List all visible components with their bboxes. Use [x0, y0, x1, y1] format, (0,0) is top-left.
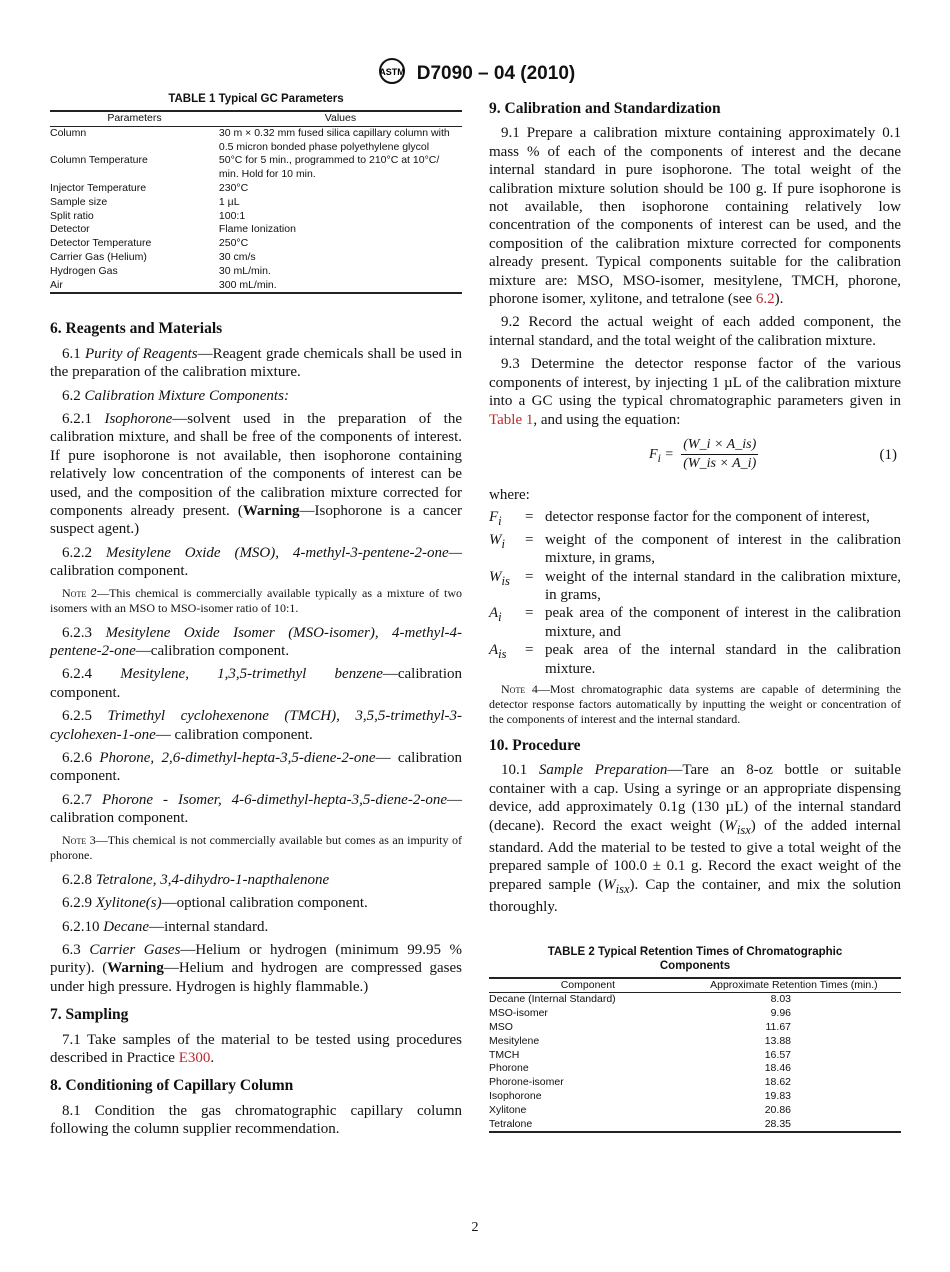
- paragraph: [489, 124, 901, 308]
- definition-text: detector response factor for the component of interest,: [545, 509, 870, 526]
- table-row: [50, 223, 462, 237]
- text-run: Sample Preparation: [538, 762, 668, 779]
- text-run: Trimethyl cyclohexenone (TMCH), 3,5,5-trimethyl-3-cyclohexen-1-one: [50, 708, 462, 743]
- table2-title: TABLE 2 Typical Retention Times of Chromatographic Components: [547, 945, 843, 972]
- table-cell: 19.83: [764, 1090, 791, 1102]
- definition-text: weight of the internal standard in the calibration mixture, in grams,: [545, 568, 901, 603]
- text-run: 9.1 Prepare a calibration mixture containing approximately 0.1 mass % of each of the components of interest and the decane internal standard in pure isophorone. The total weight of the calibration mixture solution should be 100 g. If pure isophorone is not available, then isophorone containing relatively low concentration of the components of interest can be used, and the composition of the calibration mixture corrected for components already present. Typical components suitable for the calibration mixture are: MSO, MSO-isomer, mesitylene, TMCH, phorone, phorone isomer, xylitone, and tetralone (see: [489, 125, 901, 308]
- paragraph: [50, 749, 462, 786]
- section-heading: [50, 320, 462, 338]
- table-cell: 11.67: [765, 1021, 791, 1034]
- text-run: —Reagent grade chemicals shall be used in the preparation of the calibration mixture.: [50, 345, 462, 381]
- text-run: Isophorone: [104, 410, 173, 427]
- table-row: [50, 251, 462, 265]
- text-run: 6.2: [62, 387, 85, 404]
- text-run: 6.2.6: [62, 750, 100, 767]
- text-run: Phorone - Isomer, 4-6-dimethyl-hepta-3,5-diene-2-one: [101, 791, 447, 808]
- text-run: —This chemical is commercially available typically as a mixture of two isomers with an MSO to MSO-isomer ratio of 10:1.: [50, 585, 462, 615]
- paragraph: [50, 941, 462, 996]
- text-run: 8. Conditioning of Capillary Column: [50, 1077, 294, 1095]
- table-cell: Split ratio: [50, 209, 94, 222]
- paragraph: [50, 791, 462, 828]
- table-cell: Mesitylene: [489, 1034, 540, 1047]
- text-run: 6.1: [62, 345, 85, 362]
- text-run: 6.2.1: [62, 410, 105, 427]
- table-row: [50, 182, 462, 196]
- text-run: Mesitylene Oxide Isomer (MSO-isomer), 4-methyl-4-pentene-2-one: [50, 624, 462, 660]
- table-cell: 30 m × 0.32 mm fused silica capillary column with 0.5 micron bonded phase polyethylene glycol: [218, 126, 450, 153]
- definitions-list: [489, 508, 901, 678]
- paragraph: [489, 355, 901, 429]
- text-run: 6. Reagents and Materials: [50, 320, 223, 338]
- table-cell: Isophorone: [489, 1090, 542, 1102]
- note: [50, 833, 462, 863]
- text-run: Mesitylene, 1,3,5-trimethyl benzene: [120, 666, 383, 683]
- table-cell: 9.96: [770, 1007, 791, 1020]
- text-run: W: [724, 817, 737, 834]
- table-row: [489, 1076, 901, 1090]
- equals-sign: =: [525, 509, 534, 526]
- cross-reference-link[interactable]: E300: [178, 1049, 211, 1066]
- table-cell: 1 µL: [218, 195, 240, 208]
- table-cell: Sample size: [50, 195, 108, 208]
- table2-header: Approximate Retention Times (min.): [687, 978, 901, 993]
- paragraph: [50, 410, 462, 539]
- text-run: 6.2.9: [62, 895, 96, 912]
- table-cell: Carrier Gas (Helium): [50, 250, 147, 263]
- text-run: —internal standard.: [149, 918, 269, 935]
- table-cell: 30 cm/s: [218, 250, 256, 263]
- table-cell: Tetralone: [489, 1117, 533, 1130]
- variable-symbol: A: [489, 642, 499, 659]
- text-run: 6.2.7: [62, 791, 102, 808]
- paragraph: [50, 894, 462, 912]
- table-cell: 100:1: [218, 209, 246, 222]
- astm-logo-icon: [375, 58, 409, 84]
- variable-subscript: is: [501, 573, 510, 588]
- table1: [50, 110, 462, 294]
- table-row: [489, 1118, 901, 1133]
- definition-variable: [489, 508, 525, 530]
- definition-variable: [489, 641, 525, 678]
- table-row: [489, 1007, 901, 1021]
- variable-subscript: i: [498, 514, 502, 529]
- section-heading: [50, 1006, 462, 1024]
- eq-lhs-sub: i: [657, 451, 661, 465]
- text-run: Mesitylene Oxide (MSO), 4-methyl-3-pentene-2-one—: [105, 544, 462, 561]
- right-column: [489, 92, 901, 1133]
- table-cell: MSO-isomer: [489, 1007, 548, 1020]
- cross-reference-link[interactable]: 6.2: [755, 291, 775, 308]
- table-cell: 50°C for 5 min., programmed to 210°C at 10°C/ min. Hold for 10 min.: [218, 154, 440, 181]
- paragraph: [489, 313, 901, 350]
- variable-symbol: F: [489, 509, 499, 526]
- table-cell: 18.46: [764, 1062, 791, 1075]
- table2-header: Component: [489, 978, 687, 993]
- table-cell: 250°C: [218, 237, 249, 250]
- paragraph: [50, 624, 462, 661]
- text-run: Phorone, 2,6-dimethyl-hepta-3,5-diene-2-one: [99, 750, 376, 767]
- eq-lhs: F: [649, 447, 658, 463]
- subscript: isx: [615, 881, 630, 896]
- text-run: , and using the equation:: [533, 411, 681, 428]
- text-run: — calibration component.: [50, 791, 462, 827]
- equals-sign: =: [525, 531, 534, 548]
- text-run: Decane: [103, 918, 150, 935]
- text-run: 6.3: [62, 941, 90, 958]
- definition-text: weight of the component of interest in the calibration mixture, in grams,: [545, 531, 901, 567]
- table-row: [50, 154, 462, 182]
- equals-sign: =: [525, 568, 534, 585]
- table-cell: Hydrogen Gas: [50, 264, 118, 277]
- paragraph: [50, 707, 462, 744]
- table-row: [489, 1049, 901, 1063]
- variable-symbol: A: [489, 605, 499, 622]
- section-heading: [50, 1077, 462, 1095]
- paragraph: [50, 1102, 462, 1139]
- text-run: Note 3: [62, 832, 96, 847]
- definition-text: peak area of the component of interest in the calibration mixture, and: [545, 605, 901, 640]
- page-header: [0, 58, 950, 85]
- table-row: [50, 126, 462, 154]
- text-run: ) of the added internal standard. Add the material to be tested to give a total weight of the prepared sample of 100.0 ± 0.1 g. Record the exact weight of the prepared sample (: [489, 817, 901, 893]
- table-cell: 30 mL/min.: [218, 264, 271, 277]
- text-run: calibration component.: [50, 563, 189, 580]
- cross-reference-link[interactable]: Table 1: [489, 411, 534, 428]
- text-run: Carrier Gases: [89, 941, 181, 958]
- note: [50, 586, 462, 616]
- eq-denominator: (W_is × A_i): [683, 456, 757, 472]
- text-run: —optional calibration component.: [161, 895, 368, 912]
- left-column: [50, 92, 462, 1144]
- table-row: [50, 196, 462, 210]
- where-label: where:: [489, 486, 530, 503]
- table-cell: Phorone: [489, 1062, 529, 1075]
- text-run: 8.1 Condition the gas chromatographic capillary column following the column supplier recommendation.: [50, 1102, 462, 1138]
- table-cell: 13.88: [764, 1034, 791, 1047]
- table1-title: TABLE 1 Typical GC Parameters: [168, 93, 344, 105]
- definition-variable: [489, 604, 525, 641]
- text-run: 6.2.3: [62, 624, 106, 641]
- table-cell: TMCH: [489, 1048, 520, 1061]
- text-run: — calibration component.: [50, 750, 463, 785]
- text-run: —Most chromatographic data systems are capable of determining the detector response factors automatically by inputting the weight or concentration of the components of interest and the internal standard.: [489, 681, 902, 726]
- table-row: [50, 279, 462, 294]
- text-run: 10.1: [501, 762, 539, 779]
- text-run: 9.2 Record the actual weight of each added component, the internal standard, and the total weight of the calibration mixture.: [489, 314, 901, 349]
- paragraph: [50, 387, 462, 405]
- table-cell: MSO: [489, 1021, 513, 1034]
- text-run: ).: [774, 291, 784, 308]
- table-cell: Xylitone: [489, 1103, 527, 1116]
- text-run: 6.2.4: [62, 666, 121, 683]
- table-cell: 28.35: [764, 1117, 791, 1130]
- table-cell: 20.86: [764, 1103, 791, 1116]
- section-heading: [489, 100, 901, 118]
- text-run: —Helium and hydrogen are compressed gases under high pressure. Hydrogen is highly flammable.): [50, 960, 462, 995]
- equation-1: $F_i$ = $\frac{(W\_i \times A\_is)}{(W\_is \times A\_i)}$ (1): [489, 434, 901, 478]
- text-run: 6.2.10: [62, 918, 104, 935]
- table-row: [489, 1090, 901, 1104]
- text-run: —calibration component.: [50, 666, 462, 701]
- table-row: [50, 237, 462, 251]
- table-row: [489, 1062, 901, 1076]
- text-run: Warning: [107, 960, 164, 977]
- table-cell: 18.62: [764, 1076, 791, 1089]
- eq-numerator: (W_i × A_is): [681, 436, 758, 455]
- table-cell: Air: [50, 278, 63, 291]
- text-run: Calibration Mixture Components:: [84, 387, 289, 404]
- variable-symbol: W: [489, 531, 502, 548]
- paragraph: [50, 871, 462, 889]
- table-row: [489, 993, 901, 1007]
- text-run: —calibration component.: [135, 643, 290, 660]
- text-run: 6.2.8: [62, 871, 96, 888]
- table-cell: Detector Temperature: [50, 237, 152, 250]
- table-cell: 230°C: [218, 181, 249, 194]
- definition-text: peak area of the internal standard in the calibration mixture.: [545, 642, 901, 677]
- text-run: —This chemical is not commercially available but comes as an impurity of phorone.: [50, 832, 463, 862]
- table-cell: Injector Temperature: [50, 181, 147, 194]
- table-row: [489, 1104, 901, 1118]
- table-cell: Phorone-isomer: [489, 1076, 564, 1089]
- text-run: 10. Procedure: [489, 736, 581, 754]
- equals-sign: =: [525, 642, 534, 659]
- table-row: [50, 210, 462, 224]
- subscript: isx: [736, 822, 751, 837]
- table-row: [489, 1021, 901, 1035]
- designation: D7090 – 04 (2010): [416, 63, 576, 84]
- text-run: —Tare an 8-oz bottle or suitable container with a cap. Using a syringe or an appropriate dispensing device, add approximately 0.1g (130 µL) of the internal standard (decane). Record the exact weight (: [489, 762, 901, 834]
- table-cell: Flame Ionization: [218, 223, 296, 236]
- definition-variable: [489, 568, 525, 605]
- paragraph: [50, 665, 462, 702]
- table-cell: 300 mL/min.: [218, 278, 277, 291]
- table-cell: 16.57: [764, 1048, 791, 1061]
- text-run: .: [210, 1049, 215, 1066]
- definition-variable: [489, 531, 525, 568]
- equation-number: (1): [879, 446, 897, 463]
- table-row: [50, 265, 462, 279]
- text-run: ). Cap the container, and mix the solution thoroughly.: [489, 876, 902, 916]
- text-run: 7. Sampling: [50, 1006, 129, 1024]
- table-cell: Decane (Internal Standard): [489, 993, 616, 1006]
- text-run: 6.2.5: [62, 708, 108, 725]
- paragraph: [489, 761, 901, 916]
- svg-text:ASTM: ASTM: [379, 67, 405, 77]
- page-number: 2: [471, 1220, 479, 1235]
- text-run: —Isophorone is a cancer suspect agent.): [50, 503, 462, 538]
- note: [489, 682, 901, 727]
- text-run: Warning: [242, 503, 300, 520]
- text-run: — calibration component.: [155, 726, 313, 743]
- variable-symbol: W: [489, 568, 502, 585]
- text-run: W: [603, 876, 616, 893]
- table-cell: Column: [50, 126, 87, 139]
- text-run: 6.2.2: [62, 544, 106, 561]
- variable-subscript: i: [501, 536, 505, 551]
- text-run: Xylitone(s): [95, 895, 162, 912]
- text-run: —Helium or hydrogen (minimum 99.95 % purity). (: [50, 941, 463, 977]
- text-run: 9.3 Determine the detector response factor of the various components of interest, by injecting 1 µL of the calibration mixture into a GC using the typical chromatographic parameters given in: [489, 356, 901, 410]
- text-run: —solvent used in the preparation of the calibration mixture, and shall be free of the components of interest. If pure isophorone is not available, then isophorone containing relatively low concentration of the components of interest can be used, and the composition of the calibration mixture corrected for components already present. (: [50, 410, 462, 520]
- variable-subscript: is: [498, 647, 507, 662]
- section-heading: [489, 737, 901, 755]
- table-cell: Detector: [50, 223, 90, 236]
- equals-sign: =: [525, 605, 534, 622]
- text-run: Tetralone, 3,4-dihydro-1-napthalenone: [95, 871, 330, 888]
- text-run: Purity of Reagents: [84, 345, 198, 362]
- text-run: 9. Calibration and Standardization: [489, 100, 721, 117]
- paragraph: [50, 544, 462, 581]
- text-run: Note 4: [501, 681, 538, 696]
- table2: [489, 977, 901, 1134]
- table-cell: Column Temperature: [50, 154, 148, 167]
- text-run: Note 2: [62, 585, 98, 600]
- text-run: 7.1 Take samples of the material to be tested using procedures described in Practice: [50, 1031, 462, 1066]
- table-row: [489, 1035, 901, 1049]
- variable-subscript: i: [498, 610, 502, 625]
- paragraph: [50, 345, 462, 382]
- table-cell: 8.03: [770, 993, 791, 1006]
- paragraph: [50, 918, 462, 936]
- table1-header: Parameters: [50, 111, 219, 126]
- table1-header: Values: [219, 111, 462, 126]
- paragraph: [50, 1031, 462, 1068]
